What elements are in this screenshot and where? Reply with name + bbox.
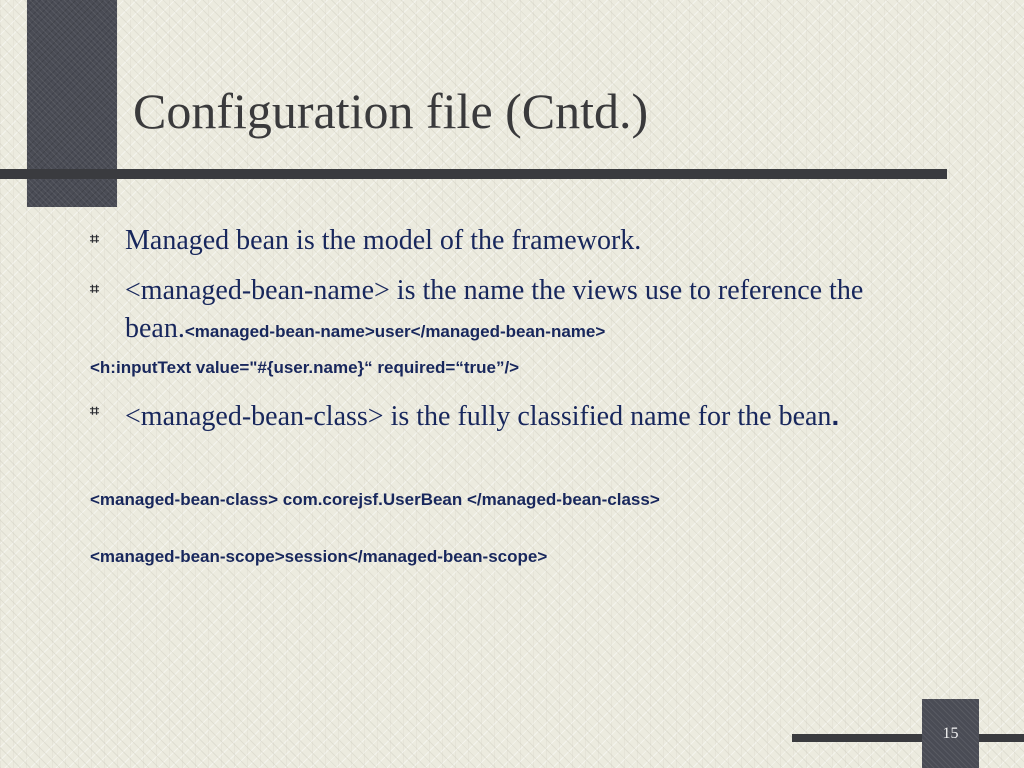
code-line: <managed-bean-class> com.corejsf.UserBean </managed-bean-class> (90, 490, 660, 509)
slide-title: Configuration file (Cntd.) (133, 83, 649, 139)
code-line: <managed-bean-scope>session</managed-bean-scope> (90, 547, 548, 566)
bullet-icon: ⌗ (90, 229, 100, 248)
code-line: <h:inputText value="#{user.name}“ required=“true”/> (90, 358, 520, 377)
bullet-text-main: <managed-bean-name> is the name the views use to reference the bean. (125, 275, 864, 344)
bullet-text (125, 390, 915, 443)
bullet-item (90, 222, 925, 260)
bullet-text-main: <managed-bean-class> is the fully classified name for the bean (125, 401, 832, 432)
bullet-item (90, 272, 925, 348)
bullet-icon: ⌗ (90, 401, 100, 420)
page-number: 15 (942, 724, 959, 742)
bullet-period: . (831, 400, 840, 431)
footer-divider-left (792, 734, 924, 742)
bullet-text: Managed bean is the model of the framework. (125, 225, 642, 256)
footer-divider-right (978, 734, 1024, 742)
bullet-text (125, 272, 925, 348)
page-number-box (922, 699, 979, 768)
bullet-icon: ⌗ (90, 279, 100, 298)
inline-code: <managed-bean-name>user</managed-bean-name> (184, 321, 606, 341)
bullet-item (90, 390, 915, 443)
